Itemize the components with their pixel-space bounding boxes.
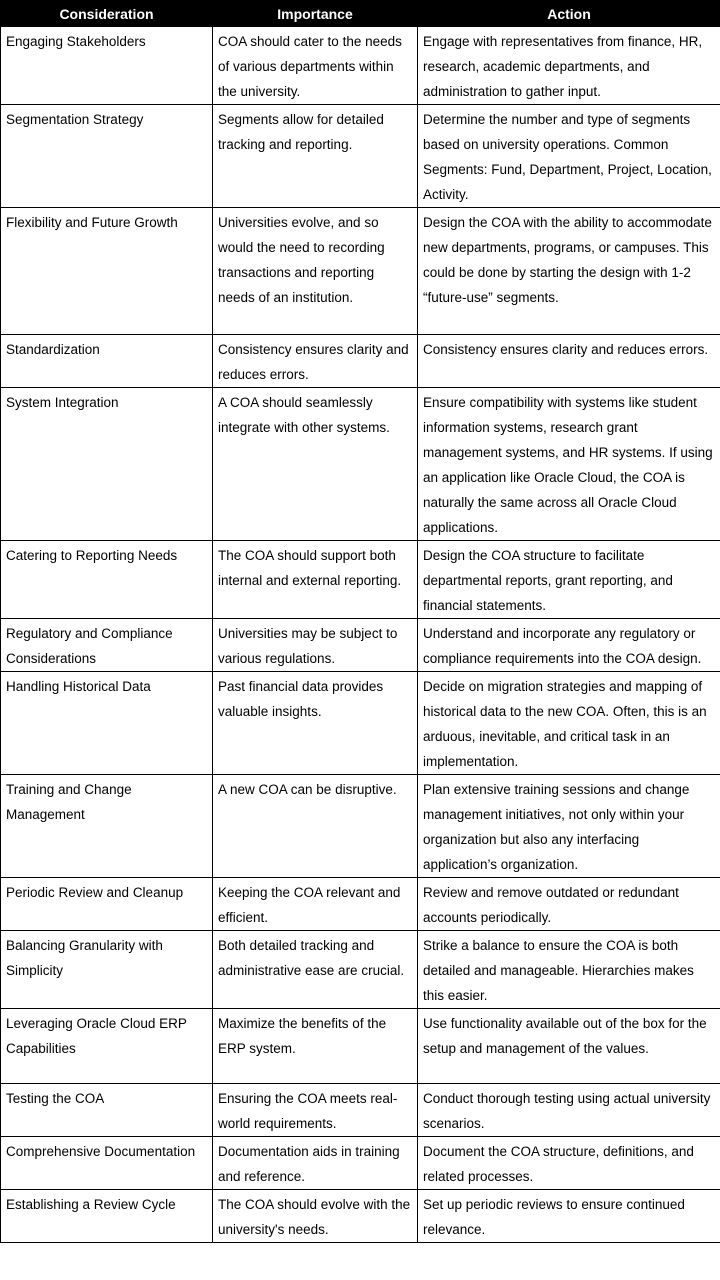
cell-importance: Universities evolve, and so would the need to recording transactions and reporting needs of an institution. <box>213 208 418 335</box>
table-row <box>1 775 720 878</box>
cell-consideration: Segmentation Strategy <box>1 105 213 208</box>
cell-consideration: Leveraging Oracle Cloud ERP Capabilities <box>1 1009 213 1084</box>
cell-importance: Maximize the benefits of the ERP system. <box>213 1009 418 1084</box>
cell-action: Strike a balance to ensure the COA is both detailed and manageable. Hierarchies makes this easier. <box>418 931 720 1009</box>
column-header-importance: Importance <box>213 1 418 27</box>
cell-action: Ensure compatibility with systems like student information systems, research grant management systems, and HR systems. If using an application like Oracle Cloud, the COA is naturally the same across all Oracle Cloud applications. <box>418 388 720 541</box>
cell-importance: Segments allow for detailed tracking and reporting. <box>213 105 418 208</box>
cell-consideration: Flexibility and Future Growth <box>1 208 213 335</box>
cell-importance: Both detailed tracking and administrative ease are crucial. <box>213 931 418 1009</box>
cell-importance: A COA should seamlessly integrate with other systems. <box>213 388 418 541</box>
cell-action: Document the COA structure, definitions, and related processes. <box>418 1137 720 1190</box>
table-row <box>1 541 720 619</box>
cell-importance: Consistency ensures clarity and reduces errors. <box>213 335 418 388</box>
cell-action: Determine the number and type of segments based on university operations. Common Segments: Fund, Department, Project, Location, Activity. <box>418 105 720 208</box>
cell-importance: The COA should support both internal and external reporting. <box>213 541 418 619</box>
table-row <box>1 1084 720 1137</box>
cell-consideration: Catering to Reporting Needs <box>1 541 213 619</box>
cell-consideration: Engaging Stakeholders <box>1 27 213 105</box>
table-row <box>1 105 720 208</box>
cell-action: Consistency ensures clarity and reduces errors. <box>418 335 720 388</box>
table-row <box>1 208 720 335</box>
table-row <box>1 1009 720 1084</box>
table-row <box>1 1137 720 1190</box>
table-header-row <box>1 1 720 27</box>
cell-action: Decide on migration strategies and mapping of historical data to the new COA. Often, this is an arduous, inevitable, and critical task in an implementation. <box>418 672 720 775</box>
cell-consideration: Periodic Review and Cleanup <box>1 878 213 931</box>
cell-importance: Universities may be subject to various regulations. <box>213 619 418 672</box>
table-row <box>1 1190 720 1243</box>
table-row <box>1 335 720 388</box>
cell-consideration: Handling Historical Data <box>1 672 213 775</box>
table-row <box>1 388 720 541</box>
cell-importance: COA should cater to the needs of various departments within the university. <box>213 27 418 105</box>
cell-action: Engage with representatives from finance, HR, research, academic departments, and administration to gather input. <box>418 27 720 105</box>
cell-action: Design the COA structure to facilitate departmental reports, grant reporting, and financial statements. <box>418 541 720 619</box>
cell-importance: Past financial data provides valuable insights. <box>213 672 418 775</box>
column-header-action: Action <box>418 1 720 27</box>
cell-consideration: Standardization <box>1 335 213 388</box>
cell-action: Set up periodic reviews to ensure continued relevance. <box>418 1190 720 1243</box>
table-row <box>1 672 720 775</box>
cell-action: Conduct thorough testing using actual university scenarios. <box>418 1084 720 1137</box>
cell-consideration: System Integration <box>1 388 213 541</box>
table-row <box>1 931 720 1009</box>
cell-consideration: Training and Change Management <box>1 775 213 878</box>
cell-importance: The COA should evolve with the university's needs. <box>213 1190 418 1243</box>
cell-importance: Documentation aids in training and reference. <box>213 1137 418 1190</box>
table-row <box>1 878 720 931</box>
column-header-consideration: Consideration <box>1 1 213 27</box>
cell-importance: Ensuring the COA meets real-world requirements. <box>213 1084 418 1137</box>
cell-consideration: Establishing a Review Cycle <box>1 1190 213 1243</box>
cell-action: Design the COA with the ability to accommodate new departments, programs, or campuses. This could be done by starting the design with 1-2 “future-use” segments. <box>418 208 720 335</box>
cell-action: Use functionality available out of the box for the setup and management of the values. <box>418 1009 720 1084</box>
cell-consideration: Balancing Granularity with Simplicity <box>1 931 213 1009</box>
cell-importance: Keeping the COA relevant and efficient. <box>213 878 418 931</box>
cell-action: Review and remove outdated or redundant accounts periodically. <box>418 878 720 931</box>
cell-action: Understand and incorporate any regulatory or compliance requirements into the COA design. <box>418 619 720 672</box>
cell-action: Plan extensive training sessions and change management initiatives, not only within your organization but also any interfacing application’s organization. <box>418 775 720 878</box>
cell-consideration: Comprehensive Documentation <box>1 1137 213 1190</box>
table-body <box>1 27 720 1243</box>
table-row <box>1 27 720 105</box>
cell-consideration: Testing the COA <box>1 1084 213 1137</box>
table-row <box>1 619 720 672</box>
cell-consideration: Regulatory and Compliance Considerations <box>1 619 213 672</box>
cell-importance: A new COA can be disruptive. <box>213 775 418 878</box>
